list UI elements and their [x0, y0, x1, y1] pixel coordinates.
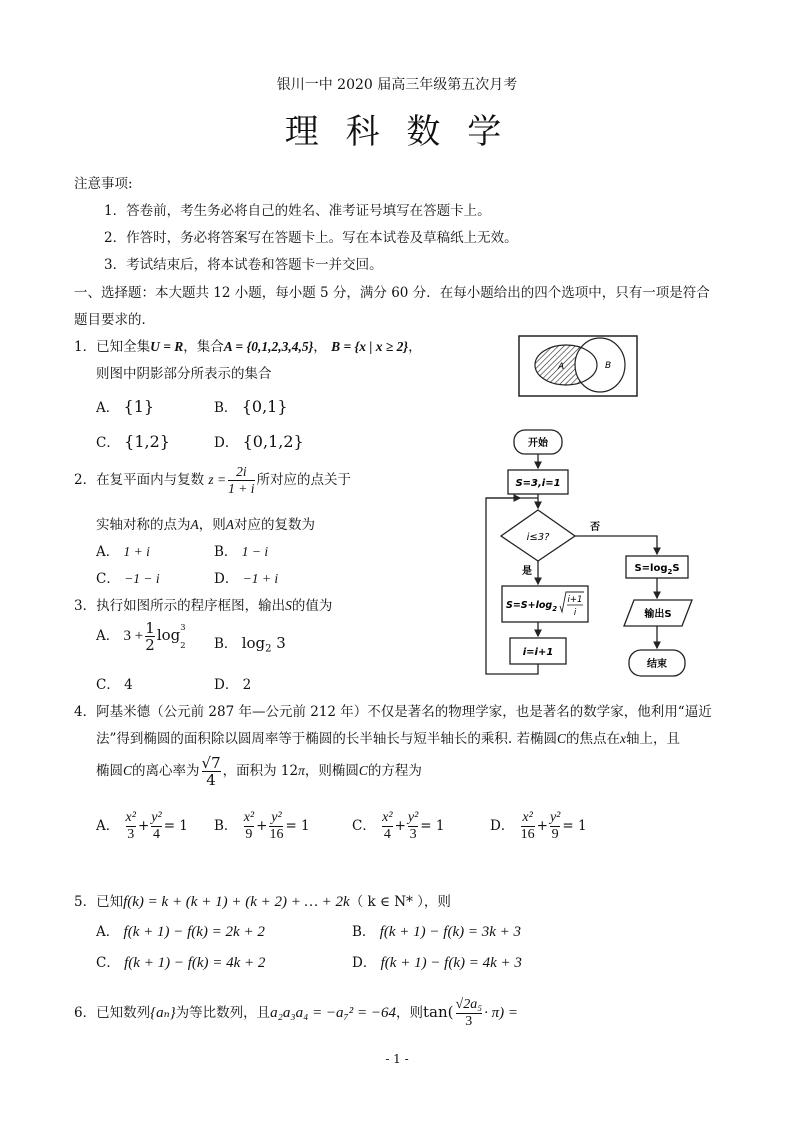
- section-heading: 一、选择题：本大题共 12 小题，每小题 5 分，满分 60 分．在每小题给出的四个选项中，只有一项是符合: [74, 285, 710, 301]
- q3-option-c: C． 4: [96, 677, 133, 693]
- flow-start-label: 开始: [528, 438, 548, 449]
- question-3: 3．执行如图所示的程序框图，输出S的值为: [74, 598, 333, 614]
- flow-body-frac-den: i: [573, 608, 577, 618]
- flow-output-assign-label: $S=\log_2S$: [634, 563, 680, 576]
- flow-output-label: 输出S: [644, 609, 672, 620]
- q5-option-d: D． f(k + 1) − f(k) = 4k + 3: [352, 955, 522, 971]
- q1-option-b: B． {0,1}: [214, 397, 288, 416]
- venn-label-b: B: [605, 361, 612, 371]
- school-line: 银川一中 2020 届高三年级第五次月考: [276, 77, 518, 93]
- q1-option-c: C． {1,2}: [96, 432, 170, 451]
- flow-yes-label: 是: [522, 566, 532, 577]
- q2-option-d: D． −1 + i: [214, 571, 279, 587]
- q4-option-b: B． $\frac{\text{x²}}{9}$ + $\frac{\text{y²}}{16}$ = 1: [214, 810, 310, 842]
- q5-option-c: C． f(k + 1) − f(k) = 4k + 2: [96, 955, 266, 971]
- venn-diagram: [518, 335, 638, 397]
- q2-option-a: A． 1 + i: [96, 544, 150, 560]
- flowchart: [480, 426, 700, 684]
- q5-option-a: A． f(k + 1) − f(k) = 2k + 2: [96, 924, 265, 940]
- q4-option-d: D． $\frac{\text{x²}}{16}$ + $\frac{\text{y²}}{9}$ = 1: [490, 810, 587, 842]
- question-4: 4．阿基米德（公元前 287 年—公元前 212 年）不仅是著名的物理学家，也是著名的数学家，他利用“逼近: [74, 704, 712, 720]
- section-heading-cont: 题目要求的．: [74, 312, 155, 328]
- page-title: 理 科 数 学: [284, 112, 510, 152]
- q4-option-c: C． $\frac{\text{x²}}{4}$ + $\frac{\text{y²}}{3}$ = 1: [352, 810, 445, 842]
- question-2-line2: 实轴对称的点为A，则A对应的复数为: [96, 517, 315, 533]
- question-1: 1．已知全集U = R，集合A = {0,1,2,3,4,5}， B = {x | x ≥ 2}，: [74, 339, 422, 355]
- fraction: $\frac{2i}{1 + i}$: [228, 464, 255, 496]
- venn-label-a: A: [558, 362, 565, 372]
- flow-body-frac-num: i+1: [567, 595, 583, 605]
- q1-option-d: D． {0,1,2}: [214, 432, 304, 451]
- q3-option-b: B． $\log_2 3$: [214, 634, 286, 655]
- flow-decision-label: i≤3?: [526, 532, 550, 543]
- q4-option-a: A． $\frac{\text{x²}}{3}$ + $\frac{\text{y²}}{4}$ = 1: [96, 810, 188, 842]
- q2-option-c: C． −1 − i: [96, 571, 160, 587]
- flow-init-label: S=3,i=1: [515, 478, 561, 489]
- question-5: 5．已知f(k) = k + (k + 1) + (k + 2) + … + 2k（ k ∈ N* ），则: [74, 894, 451, 910]
- flow-end-label: 结束: [647, 659, 667, 670]
- q1-option-a: A． {1}: [96, 397, 155, 416]
- q3-option-a: A． 3 + $\frac{1}{2}$ log 2 3: [96, 619, 186, 654]
- question-6: 6．已知数列{aₙ}为等比数列，且a₂a₃a₄ = −a₇² = −64，则tan( $\frac{\text{√2a₅}}{3}$ · π) =: [74, 997, 518, 1029]
- question-1-line2: 则图中阴影部分所表示的集合: [96, 366, 272, 382]
- page-number: - 1 -: [385, 1052, 409, 1066]
- notice-item: 1．答卷前，考生务必将自己的姓名、准考证号填写在答题卡上。: [104, 203, 491, 219]
- notice-item: 3．考试结束后，将本试卷和答题卡一并交回。: [104, 257, 383, 273]
- q3-option-d: D． 2: [214, 677, 252, 693]
- question-4-line2: 法”得到椭圆的面积除以圆周率等于椭圆的长半轴长与短半轴长的乘积. 若椭圆C的焦点在x轴上，且: [96, 731, 680, 747]
- q2-option-b: B． 1 − i: [214, 544, 269, 560]
- q5-option-b: B． f(k + 1) − f(k) = 3k + 3: [352, 924, 521, 940]
- notice-heading: 注意事项:: [74, 176, 133, 192]
- flow-no-label: 否: [590, 522, 600, 533]
- question-2: 2．在复平面内与复数 z = $\frac{2i}{1 + i}$ 所对应的点关于: [74, 464, 352, 496]
- question-4-line3: 椭圆C的离心率为 $\frac{√7}{4}$ ，面积为 12π，则椭圆C的方程为: [96, 754, 422, 789]
- flow-increment-label: i=i+1: [522, 647, 554, 658]
- notice-item: 2．作答时，务必将答案写在答题卡上。写在本试卷及草稿纸上无效。: [104, 230, 518, 246]
- flow-body-label: $S=S+\log_2$: [506, 600, 558, 613]
